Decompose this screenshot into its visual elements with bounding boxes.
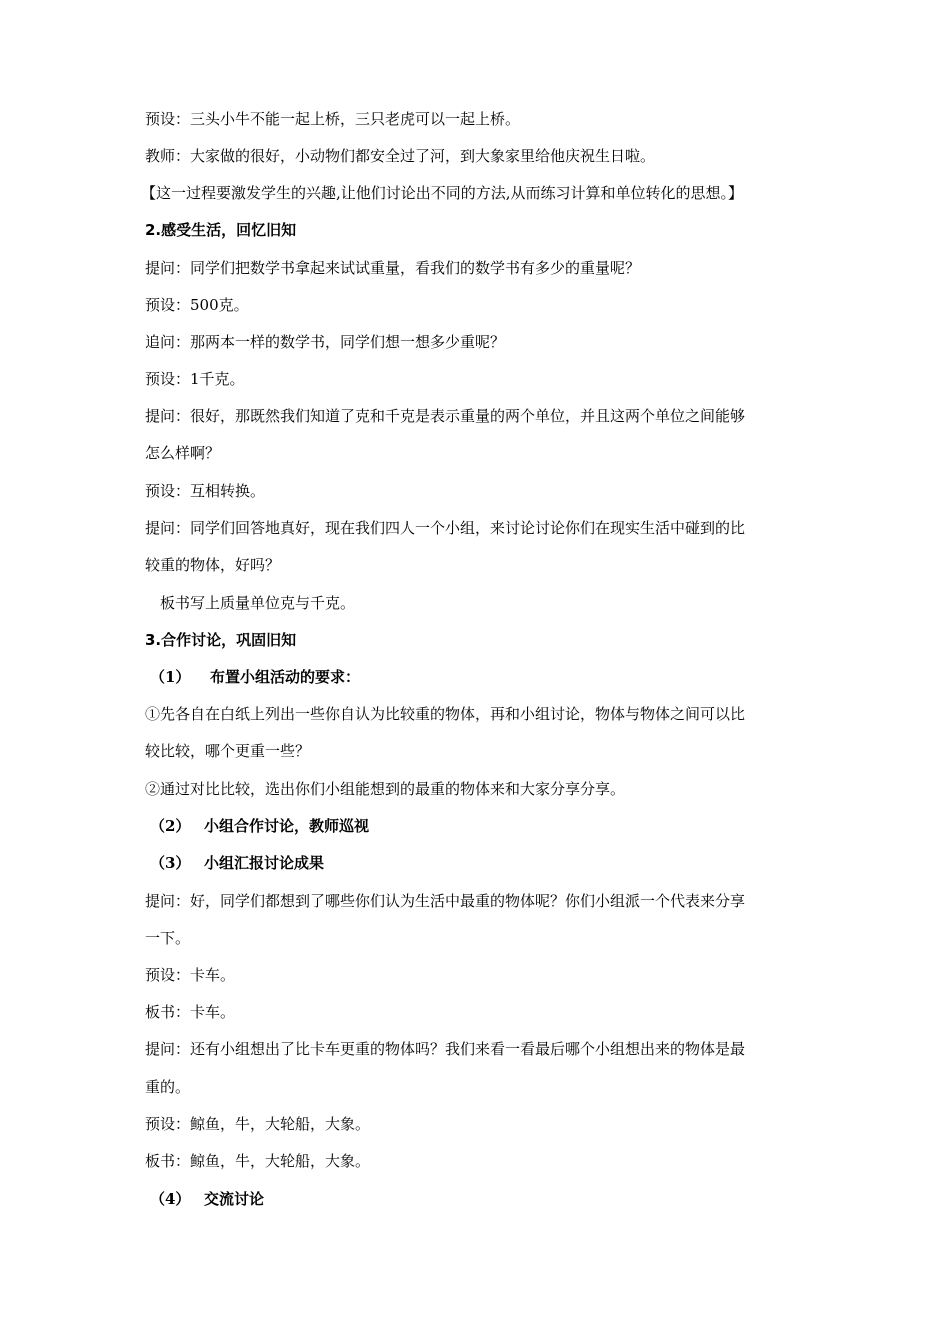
sub-heading-2	[150, 816, 830, 836]
sub-heading-text: 小组汇报讨论成果	[204, 854, 325, 872]
paragraph-teacher: 教师：大家做的很好，小动物们都安全过了河，到大象家里给他庆祝生日啦。	[145, 147, 656, 165]
paragraph-question-group-cont: 较重的物体，好吗？	[145, 556, 281, 574]
sub-heading-text: 布置小组活动的要求：	[210, 668, 361, 686]
section-heading-2: 2.感受生活，回忆旧知	[145, 221, 297, 239]
paragraph-note: 【这一过程要激发学生的兴趣,让他们讨论出不同的方法,从而练习计算和单位转化的思想。】	[141, 184, 744, 202]
paragraph-preset-500g: 预设：500克。	[145, 296, 249, 314]
sub-heading-3	[150, 853, 830, 873]
sub-heading-text: 小组合作讨论，教师巡视	[204, 817, 370, 835]
paragraph-board-truck: 板书：卡车。	[145, 1003, 236, 1021]
paragraph-question-heavier-cont: 重的。	[145, 1078, 191, 1096]
sub-heading-4	[150, 1189, 830, 1209]
sub-heading-1	[150, 667, 830, 687]
paragraph-question-group: 提问：同学们回答地真好，现在我们四人一个小组，来讨论讨论你们在现实生活中碰到的比	[145, 519, 746, 537]
paragraph-board-units: 板书写上质量单位克与千克。	[160, 594, 356, 612]
sub-heading-text: 交流讨论	[204, 1190, 265, 1208]
paragraph-preset-convert: 预设：互相转换。	[145, 482, 266, 500]
paragraph-step-2: ②通过对比比较，选出你们小组能想到的最重的物体来和大家分享分享。	[145, 780, 626, 798]
paragraph-follow-up: 追问：那两本一样的数学书，同学们想一想多少重呢？	[145, 333, 506, 351]
paragraph-step-1: ①先各自在白纸上列出一些你自认为比较重的物体，再和小组讨论，物体与物体之间可以比	[145, 705, 746, 723]
paragraph-question-heaviest-cont: 一下。	[145, 929, 191, 947]
paragraph-question-heavier: 提问：还有小组想出了比卡车更重的物体吗？我们来看一看最后哪个小组想出来的物体是最	[145, 1040, 746, 1058]
paragraph-question-weight: 提问：同学们把数学书拿起来试试重量，看我们的数学书有多少的重量呢？	[145, 259, 641, 277]
sub-heading-number: （4）	[150, 1190, 191, 1208]
paragraph-board-animals: 板书：鲸鱼，牛，大轮船，大象。	[145, 1152, 371, 1170]
sub-heading-number: （2）	[150, 817, 191, 835]
sub-heading-number: （3）	[150, 854, 191, 872]
paragraph-question-heaviest: 提问：好，同学们都想到了哪些你们认为生活中最重的物体呢？你们小组派一个代表来分享	[145, 892, 746, 910]
paragraph-question-units-cont: 怎么样啊？	[145, 444, 221, 462]
sub-heading-number: （1）	[150, 668, 191, 686]
paragraph-step-1-cont: 较比较，哪个更重一些？	[145, 742, 311, 760]
paragraph-question-units: 提问：很好，那既然我们知道了克和千克是表示重量的两个单位，并且这两个单位之间能够	[145, 407, 746, 425]
paragraph-preset-truck: 预设：卡车。	[145, 966, 236, 984]
paragraph-preset-bridge: 预设：三头小牛不能一起上桥，三只老虎可以一起上桥。	[145, 110, 521, 128]
paragraph-preset-1kg: 预设：1千克。	[145, 370, 245, 388]
paragraph-preset-animals: 预设：鲸鱼，牛，大轮船，大象。	[145, 1115, 371, 1133]
section-heading-3: 3.合作讨论，巩固旧知	[145, 631, 297, 649]
